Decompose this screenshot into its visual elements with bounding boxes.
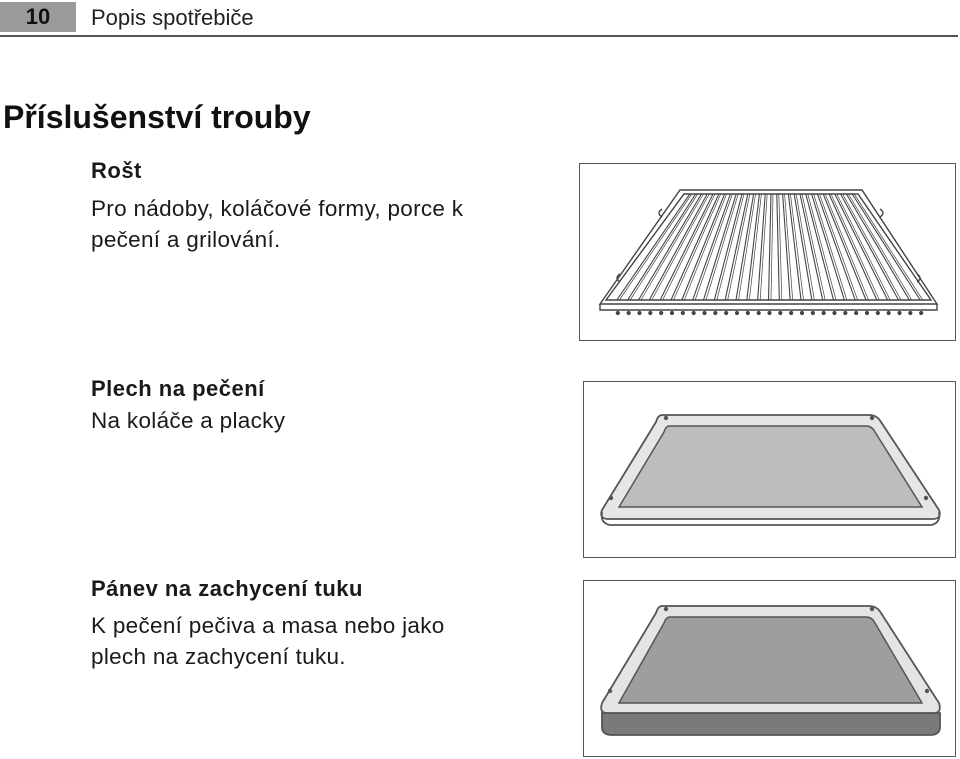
oven-wire-rack-icon	[580, 164, 957, 342]
item-title-baking-tray: Plech na pečení	[91, 376, 265, 401]
page-header	[0, 0, 958, 36]
roasting-pan-image-frame	[583, 580, 956, 757]
description-line: K pečení pečiva a masa nebo jako	[91, 613, 445, 638]
rack-image-frame	[579, 163, 956, 341]
baking-tray-image-frame	[583, 381, 956, 558]
item-title-rack: Rošt	[91, 158, 142, 183]
chapter-title: Popis spotřebiče	[91, 5, 254, 30]
description-line: Pro nádoby, koláčové formy, porce k	[91, 196, 464, 221]
deep-roasting-pan-icon	[584, 581, 957, 758]
item-title-roasting-pan: Pánev na zachycení tuku	[91, 576, 363, 601]
page-number: 10	[0, 2, 76, 32]
baking-tray-icon	[584, 382, 957, 559]
section-title: Příslušenství trouby	[3, 99, 311, 135]
item-description-baking-tray	[91, 405, 561, 436]
description-line: pečení a grilování.	[91, 227, 281, 252]
item-description-rack	[91, 193, 561, 255]
description-line: Na koláče a placky	[91, 408, 286, 433]
description-line: plech na zachycení tuku.	[91, 644, 346, 669]
header-divider	[0, 35, 958, 37]
item-description-roasting-pan	[91, 610, 561, 672]
